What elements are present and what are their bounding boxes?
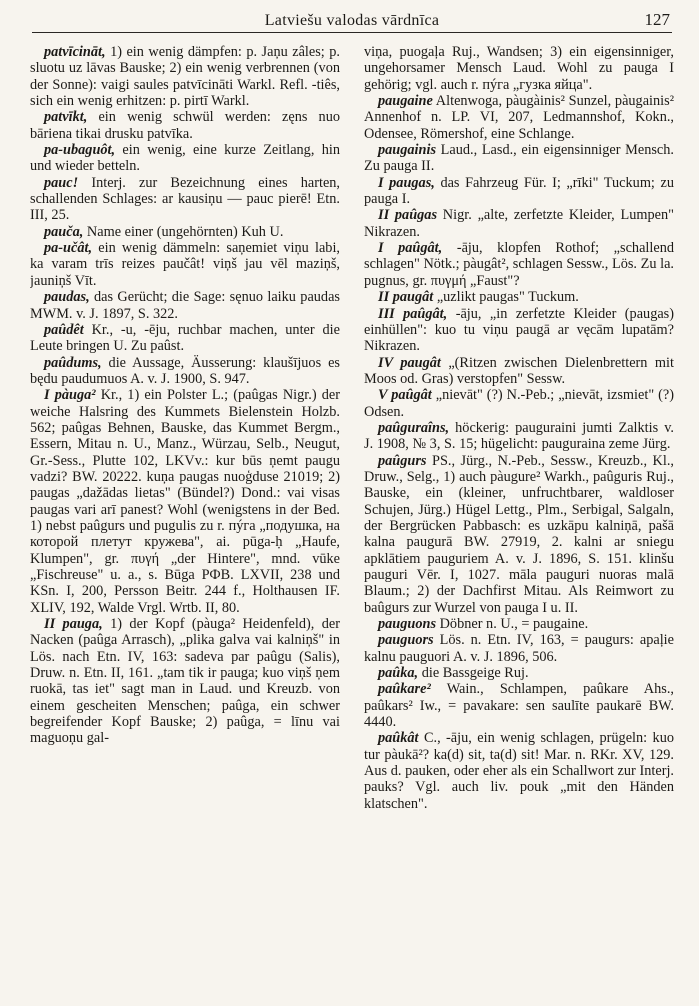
- entry-headword: paûka,: [378, 665, 419, 682]
- dictionary-entry: [30, 175, 340, 224]
- entry-text: Altenwoga, pàugàinis² Sunzel, pàugainis² Annenhof n. LP. VI, 207, Ledmannshof, Kokn., Odensee, Römershof, eine Schlange.: [364, 93, 674, 142]
- dictionary-entry: [364, 355, 674, 388]
- entry-headword: pauča,: [44, 223, 84, 240]
- dictionary-entry: [364, 93, 674, 142]
- dictionary-entry: [364, 175, 674, 208]
- entry-text: die Bassgeige Ruj.: [421, 665, 529, 682]
- entry-headword: paûgurs: [378, 452, 427, 469]
- page-number: 127: [644, 10, 670, 29]
- entry-text: Kr., 1) ein Polster L.; (paûgas Nigr.) der weiche Halsring des Kummets Bielenstein Holzb. 562; paûgas Behnen, Bauske, das Kummet Bergm., Essern, Mitau n. U., Manz., Würzau, Selb., Neugut, Gr.-Sess., Plutte 102, LKVv.: kur būs ņemt paugu vadzi? BW. 20222. kuņa paugas nuoģduse 21019; 2) paugas „dažādas lietas" (Bündel?) Dond.: vai visas paugas vari arī panest? Wohl (wenigstens in der Bed. 1) nebst paûgurs und pugulis zu r. пýга „подушка, на которой плетут кружева", ai. pūga-ḥ „Haufe, Klumpen", gr. πυγή „der Hintere", mnd. vūke „Fischreuse" u. a., s. Būga РФВ. LXVII, 238 und KSn. I, 200, Persson Beitr. 244 f., Holthausen IF. XLIV, 192, Walde Vrgl. Wrtb. II, 80.: [30, 387, 340, 616]
- dictionary-entry: [30, 224, 340, 240]
- entry-text: Wain., Schlampen, paûkare Ahs., paûkars² Iw., = pavakare: sen saulīte paukarē BW. 4440.: [364, 681, 674, 731]
- entry-headword: patvīkt,: [44, 109, 88, 126]
- entry-headword: paugainis: [378, 142, 437, 159]
- entry-text: ein wenig, eine kurze Zeitlang, hin und wieder betteln.: [30, 142, 340, 175]
- dictionary-entry: [30, 44, 340, 109]
- entry-text: viņa, puogaļa Ruj., Wandsen; 3) ein eigensinniger, ungehorsamer Mensch Laud. Wohl zu pauga I gehörig; vgl. auch r. пýга „гузка яйца".: [364, 44, 674, 93]
- entry-headword: III paûgât,: [378, 305, 448, 322]
- dictionary-entry: [364, 142, 674, 175]
- entry-text: -āju, klopfen Rothof; „schallend schlagen" Nötk.; pàugât², schlagen Sessw., Lös. Zu la. pugnus, gr. πυγμή „Faust"?: [364, 240, 674, 289]
- dictionary-entry: [364, 306, 674, 355]
- dictionary-entry: [30, 616, 340, 747]
- entry-headword: paûdêt: [44, 321, 84, 338]
- entry-headword: V paûgât: [378, 387, 432, 404]
- entry-text: PS., Jürg., N.-Peb., Sessw., Kreuzb., Kl., Druw., Selg., 1) auch pàugure² Warkh., paûguris Ruj., Bauske, ein (kleiner, unfruchtbarer, waldloser Schujen, Jürg.) Hügel Lettg., Plm., Serbigal, Salgaln, der Bergrücken Pabbasch: es uzkāpu kalniņā, pašā kalna paugurā BW. 27919, 2. kalni ar sniegu apklātiem pauguriem A. v. J. 1896, S. 151. klinšu pauguri Vēr. I, 1027. māla pauguri nuoras malā Blaum.; 2) der Dachfirst Mitau. Als Reimwort zu baûgurs zur Wurzel von pauga I u. II.: [364, 452, 674, 616]
- entry-text: „nievāt" (?) N.-Peb.; „nievāt, izsmiet" (?) Odsen.: [364, 387, 674, 420]
- entry-text: das Gerücht; die Sage: sęnuo laiku paudas MWM. v. J. 1897, S. 322.: [30, 289, 340, 322]
- dictionary-entry: [364, 44, 674, 93]
- dictionary-entry: [364, 681, 674, 730]
- entry-headword: pa-učât,: [44, 240, 93, 257]
- entry-headword: II pauga,: [44, 616, 103, 633]
- dictionary-entry: [364, 289, 674, 305]
- dictionary-entry: [30, 142, 340, 175]
- dictionary-entry: [30, 109, 340, 142]
- entry-headword: pauguors: [378, 632, 434, 649]
- entry-headword: pa-ubaguôt,: [44, 142, 116, 159]
- entry-headword: I paugas,: [378, 174, 435, 191]
- entry-headword: II paûgas: [378, 207, 438, 224]
- dictionary-entry: [30, 387, 340, 616]
- entry-text: 1) der Kopf (pàuga² Heidenfeld), der Nacken (paûga Arrasch), „plika galva vai kalniņš" in Lös. nach Etn. IV, 163: sadeva par paûgu (Salis), Druw. n. Etn. II, 161. „tam tik ir pauga; kuo viņš ņem ruokā, tas iet" sagt man in Laud. und Kreuzb. von einem gescheiten Menschen; paûga, ein schwer begreifender Kopf Bauske; 2) paûga, = līnu vai maguoņu gal-: [30, 616, 340, 747]
- entry-text: höckerig: pauguraini jumti Zalktis v. J. 1908, № 3, S. 15; hügelicht: pauguraina zeme Jürg.: [364, 419, 674, 453]
- entry-text: Kr., -u, -ēju, ruchbar machen, unter die Leute bringen U. Zu paûst.: [30, 321, 340, 355]
- dictionary-entry: [30, 355, 340, 388]
- entry-text: die Aussage, Äusserung: klaušījuos es będu paudumuos A. v. J. 1900, S. 947.: [30, 354, 340, 387]
- entry-headword: paugaine: [378, 93, 433, 110]
- dictionary-entry: [364, 730, 674, 812]
- dictionary-entry: [30, 289, 340, 322]
- entry-headword: paûkare²: [378, 681, 431, 698]
- entry-text: Lös. n. Etn. IV, 163, = paugurs: apaļie kalnu pauguori A. v. J. 1896, 506.: [364, 632, 674, 665]
- entry-text: 1) ein wenig dämpfen: p. Jaņu zâles; p. sluotu uz lāvas Bauske; 2) ein wenig verbrennen (von der Sonne): vaigi saules patvīcināti Warkl. Refl. -tiês, sich ein wenig erhitzen: p. pirtī Warkl.: [30, 44, 340, 110]
- left-column: [30, 44, 340, 994]
- dictionary-entry: [364, 207, 674, 240]
- entry-text: Döbner n. U., = paugaine.: [439, 616, 589, 633]
- entry-text: „uzlikt paugas" Tuckum.: [436, 289, 579, 306]
- entry-headword: IV paugât: [378, 354, 441, 371]
- right-column: [364, 44, 674, 994]
- dictionary-entry: [364, 616, 674, 632]
- entry-text: Name einer (ungehörnten) Kuh U.: [86, 223, 284, 240]
- dictionary-entry: [364, 665, 674, 681]
- entry-headword: I paûgât,: [378, 240, 443, 257]
- entry-text: Nigr. „alte, zerfetzte Kleider, Lumpen" Nikrazen.: [364, 207, 674, 240]
- entry-headword: paudas,: [44, 289, 90, 306]
- dictionary-entry: [364, 453, 674, 616]
- entry-text: ein wenig dämmeln: saņemiet viņu labi, ka varam trīs reizes paučât! viņš jau vēl maziņš, jauniņš Vīt.: [30, 240, 340, 289]
- entry-headword: pauguons: [378, 616, 437, 633]
- dictionary-entry: [364, 632, 674, 665]
- entry-text: -āju, „in zerfetzte Kleider (paugas) einhüllen": kuo tu viņu paugā ar vęcām lupatām? Nikrazen.: [364, 305, 674, 355]
- dictionary-entry: [364, 420, 674, 453]
- entry-text: „(Ritzen zwischen Dielenbrettern mit Moos od. Gras) verstopfen" Sessw.: [364, 354, 674, 387]
- entry-headword: paûkât: [378, 730, 419, 747]
- entry-headword: paûguraîns,: [378, 419, 450, 436]
- entry-headword: I pàuga²: [44, 387, 96, 404]
- entry-text: ein wenig schwül werden: zęns nuo bāriena tikai drusku patvīka.: [30, 109, 340, 142]
- entry-headword: II paugât: [378, 289, 434, 306]
- entry-headword: patvīcināt,: [44, 44, 106, 60]
- running-title: Latviešu valodas vārdnīca: [264, 12, 440, 29]
- entry-text: Interj. zur Bezeichnung eines harten, schallenden Schlages: ar kausiņu — pauc pierē! Etn. III, 25.: [30, 174, 340, 224]
- dictionary-entry: [30, 240, 340, 289]
- entry-headword: paûdums,: [44, 354, 102, 371]
- entry-headword: pauc!: [44, 174, 79, 191]
- dictionary-entry: [30, 322, 340, 355]
- entry-text: Laud., Lasd., ein eigensinniger Mensch. Zu pauga II.: [364, 142, 674, 175]
- entry-text: das Fahrzeug Für. I; „rīki" Tuckum; zu pauga I.: [364, 174, 674, 208]
- dictionary-entry: [364, 240, 674, 289]
- page-header: [32, 8, 672, 33]
- entry-text: C., -āju, ein wenig schlagen, prügeln: kuo tur pàukā²? ka(d) sit, ta(d) sit! Mar. n. RKr. XV, 129. Aus d. pauken, oder eher als ein Schallwort zur Interj. pauks? Vgl. auch liv. pouk „mit den Händen klatschen".: [364, 730, 674, 812]
- dictionary-entry: [364, 387, 674, 420]
